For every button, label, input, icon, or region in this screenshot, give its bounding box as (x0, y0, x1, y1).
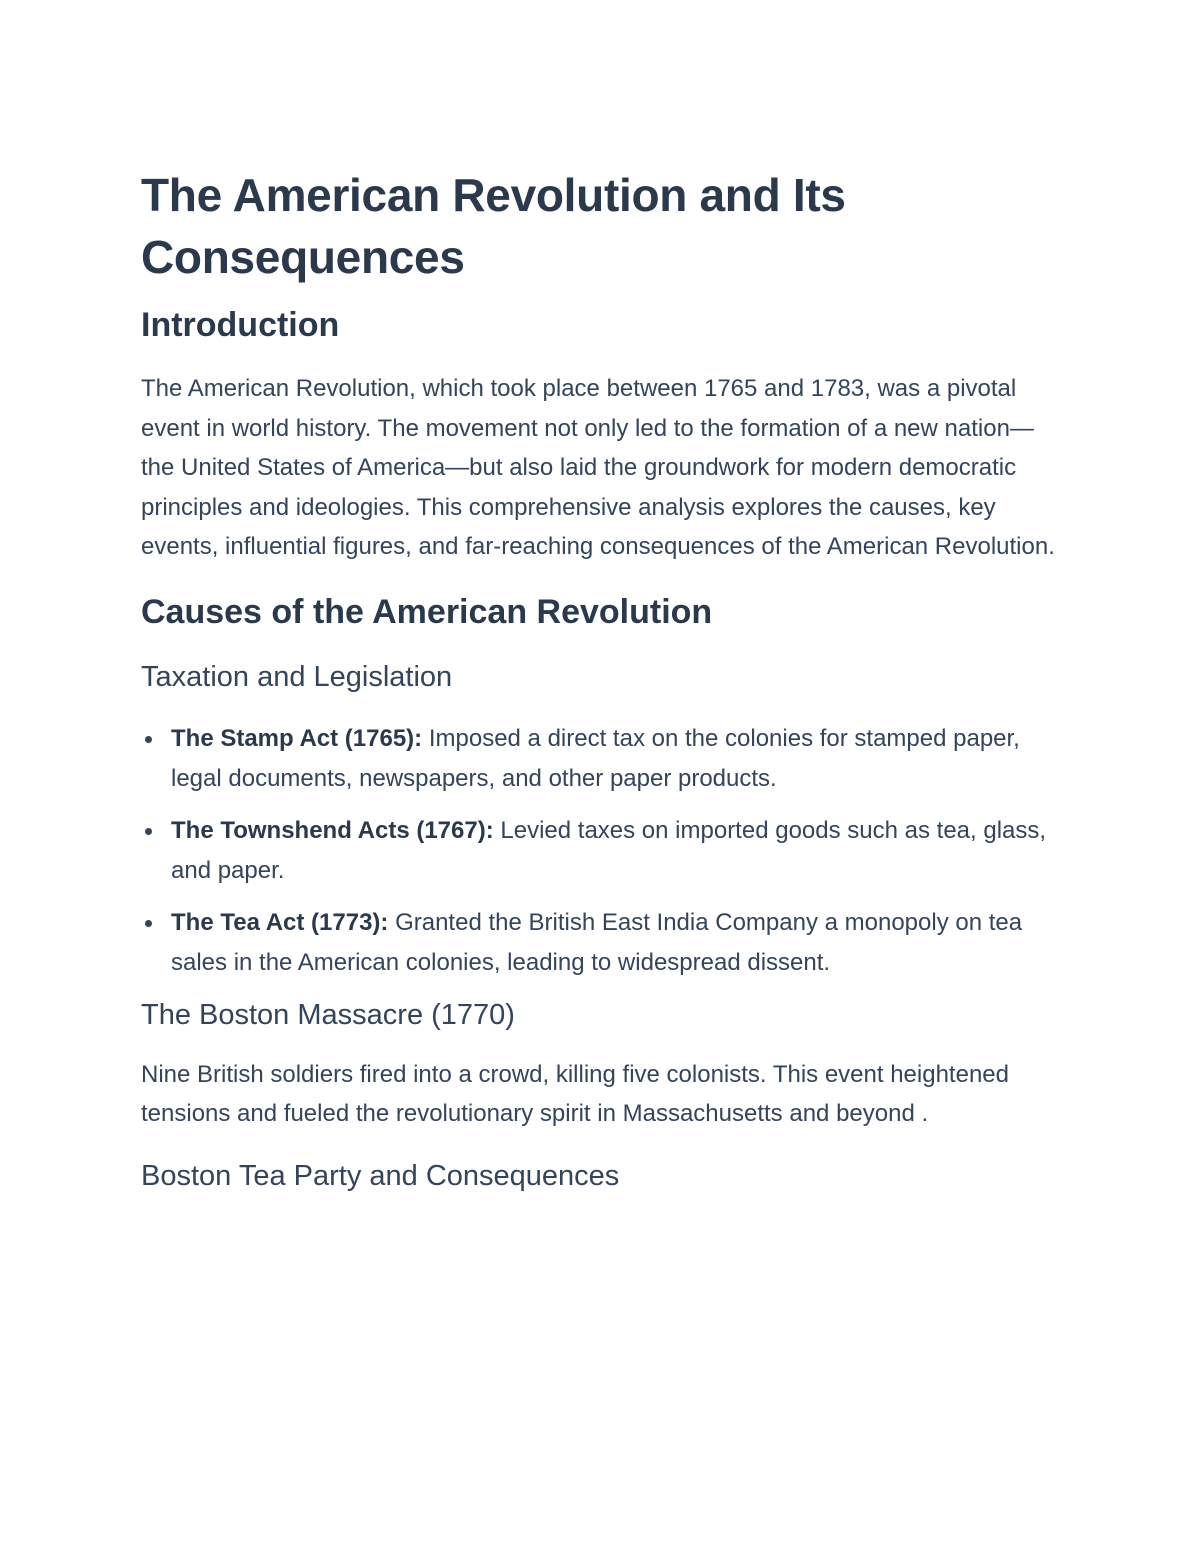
list-item-stamp-act (171, 719, 1060, 798)
taxation-list (141, 719, 1060, 983)
boston-massacre-paragraph: Nine British soldiers fired into a crowd, killing five colonists. This event heightened tensions and fueled the revolutionary spirit in Massachusetts and beyond . (141, 1060, 1009, 1128)
boston-tea-party-heading: Boston Tea Party and Consequences (141, 1159, 620, 1192)
stamp-act-term: The Stamp Act (1765): (171, 724, 423, 752)
introduction-heading: Introduction (141, 306, 340, 344)
introduction-paragraph: The American Revolution, which took place between 1765 and 1783, was a pivotal event in world history. The movement not only led to the formation of a new nation—the United States of America—but also laid the groundwork for modern democratic principles and ideologies. This comprehensive analysis explores the causes, key events, influential figures, and far-reaching consequences of the American Revolution. (141, 375, 1055, 561)
document-title: The American Revolution and Its Consequences (141, 169, 846, 283)
tea-act-text: Granted the British East India Company a monopoly on tea sales in the American colonies, leading to widespread dissent. (171, 909, 1023, 976)
list-item-townshend-acts (171, 811, 1060, 890)
townshend-acts-term: The Townshend Acts (1767): (171, 817, 494, 845)
list-item-tea-act (171, 903, 1060, 982)
stamp-act-text: Imposed a direct tax on the colonies for stamped paper, legal documents, newspapers, and other paper products. (171, 724, 1020, 792)
causes-heading: Causes of the American Revolution (141, 592, 713, 631)
townshend-acts-text: Levied taxes on imported goods such as tea, glass, and paper. (171, 817, 1047, 884)
taxation-legislation-heading: Taxation and Legislation (141, 660, 453, 693)
boston-massacre-heading: The Boston Massacre (1770) (141, 998, 515, 1031)
tea-act-term: The Tea Act (1773): (171, 909, 389, 937)
